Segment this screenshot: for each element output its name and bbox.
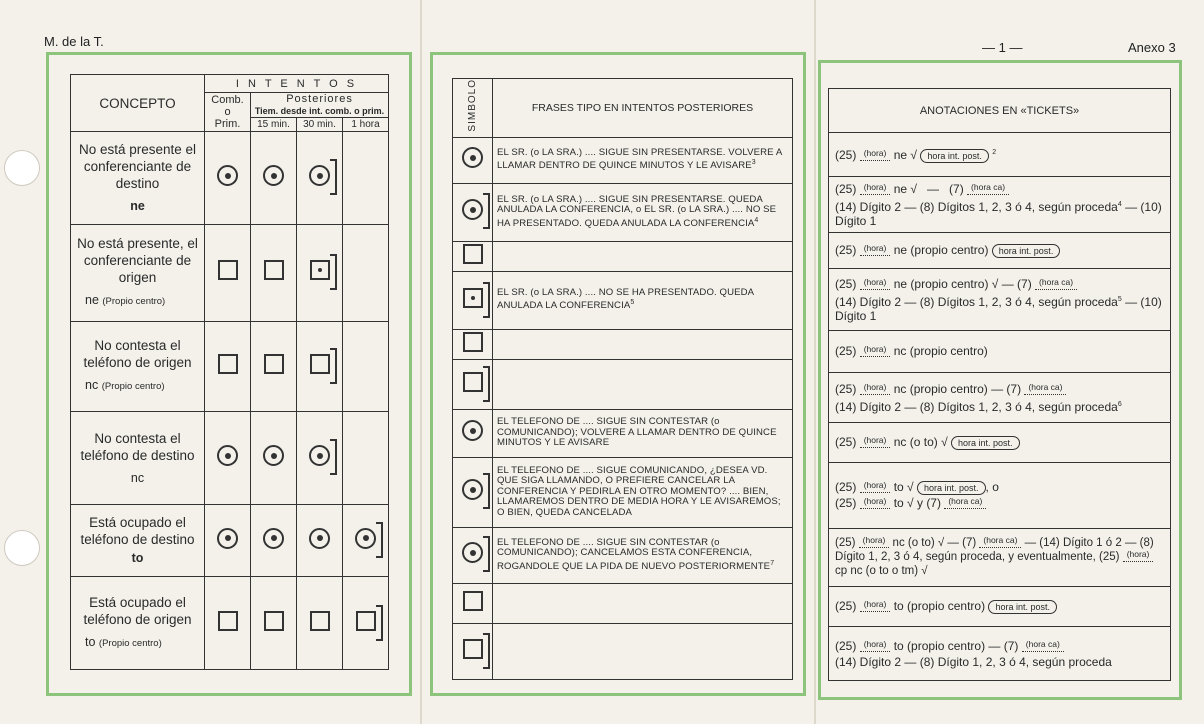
hora-int-post-badge: hora int. post. <box>920 149 989 163</box>
symbol-cell <box>205 132 251 225</box>
prim-label: Prim. <box>214 118 241 131</box>
table-row <box>829 529 1171 587</box>
symbol-cell <box>205 224 251 321</box>
table-row <box>71 132 389 225</box>
square-icon <box>463 591 483 611</box>
anexo-label: Anexo 3 <box>1128 40 1176 55</box>
table-row <box>71 577 389 670</box>
frase-text: EL SR. (o LA SRA.) .... SIGUE SIN PRESENTARSE. QUEDA ANULADA LA CONFERENCIA, o EL SR. (o LA SRA.) .... NO SE HA PRESENTADO. QUEDA ANULADA LA CONFERENCIA <box>497 193 777 229</box>
footnote-ref: 5 <box>630 299 635 307</box>
square-icon <box>264 260 284 280</box>
concepto-code: nc <box>130 470 145 485</box>
hora-field: (hora) <box>860 637 891 652</box>
anotacion-text: (14) Dígito 2 — (8) Dígitos 1, 2, 3 ó 4, según proceda <box>835 199 1118 214</box>
symbol-cell <box>343 504 389 576</box>
square-icon <box>264 611 284 631</box>
frase-cell <box>493 329 793 359</box>
field-num: (25) <box>835 181 857 196</box>
symbol-cell <box>251 132 297 225</box>
anotacion-text: — (10) Dígito 1 <box>835 294 1162 323</box>
anotacion-text: to √ y (7) <box>893 495 941 510</box>
intentos-header: I N T E N T O S <box>205 75 389 93</box>
concepto-text: Está ocupado el teléfono de destino <box>80 515 195 548</box>
col-15min: 15 min. <box>251 118 297 132</box>
hora-int-post-badge: hora int. post. <box>917 481 986 495</box>
concepto-cell <box>71 504 205 576</box>
concepto-note: (Propio centro) <box>101 381 165 393</box>
footnote-ref: 6 <box>1117 400 1122 408</box>
symbol-cell <box>297 577 343 670</box>
square-bracket-icon <box>463 372 483 392</box>
frase-cell <box>493 457 793 527</box>
hora-ca-field: (hora ca) <box>944 494 986 509</box>
anotacion-text: ne √ <box>893 181 917 196</box>
symbol-cell <box>297 412 343 505</box>
symbol-cell <box>297 321 343 412</box>
anotacion-text: , o <box>985 479 999 494</box>
hora-field: (hora) <box>1123 548 1154 562</box>
anotacion-text: (14) Dígito 2 — (8) Dígitos 1, 2, 3 ó 4, según proceda <box>835 294 1118 309</box>
concepto-code: ne <box>85 293 99 308</box>
square-bracket-icon <box>463 639 483 659</box>
field-num: (25) <box>835 479 857 494</box>
symbol-cell <box>297 132 343 225</box>
circle-dot-bracket-icon <box>309 165 330 186</box>
hora-field: (hora) <box>859 534 890 548</box>
frase-text: EL SR. (o LA SRA.) .... SIGUE SIN PRESENTARSE. VOLVERE A LLAMAR DENTRO DE QUINCE MINUTOS Y LE AVISARE <box>497 146 782 172</box>
table-row <box>829 233 1171 269</box>
table-row <box>71 321 389 412</box>
concepto-cell <box>71 577 205 670</box>
table-row <box>829 269 1171 331</box>
circle-dot-icon <box>263 528 284 549</box>
square-bracket-icon <box>310 354 330 374</box>
hora-field: (hora) <box>860 275 891 290</box>
symbol-cell <box>297 504 343 576</box>
table-row <box>453 241 793 271</box>
field-num: (25) <box>835 495 857 510</box>
table-row <box>453 359 793 409</box>
table-row <box>71 412 389 505</box>
anotacion-text: cp nc (o to o tm) √ <box>835 565 928 577</box>
anotacion-text: to √ <box>893 479 914 494</box>
anotacion-text: nc (o to) √ <box>893 434 948 449</box>
table-row <box>453 329 793 359</box>
table-row <box>453 457 793 527</box>
hora-ca-field: (hora ca) <box>1022 637 1064 652</box>
anotacion-text: nc (o to) √ — (7) <box>892 537 977 549</box>
anotacion-text: to (propio centro) — (7) <box>893 638 1019 653</box>
symbol-cell <box>343 577 389 670</box>
comb-label: Comb. <box>211 94 244 107</box>
hora-field: (hora) <box>860 146 891 161</box>
concepto-cell <box>71 132 205 225</box>
table-row <box>829 373 1171 423</box>
concepto-note: (Propio centro) <box>102 296 166 308</box>
field-num: (25) <box>835 147 857 162</box>
frase-text: EL TELEFONO DE .... SIGUE COMUNICANDO, ¿DESEA VD. QUE SIGA LLAMANDO, O PREFIERE CANCELAR LA CONFERENCIA Y PEDIRLA EN OTRO MOMENTO? .... BIEN, LLAMAREMOS DENTRO DE MEDIA HORA Y LE AVISAREMOS; O BIEN, QUEDA CANCELADA <box>497 464 781 518</box>
concepto-cell <box>71 412 205 505</box>
table-row <box>829 133 1171 177</box>
concepto-text: No está presente, el conferenciante de origen <box>77 236 198 286</box>
circle-dot-icon <box>217 165 238 186</box>
hora-field: (hora) <box>860 380 891 395</box>
table-row <box>453 583 793 623</box>
circle-dot-icon <box>462 147 483 168</box>
symbol-cell <box>251 412 297 505</box>
anotacion-text: (14) Dígito 2 — (8) Dígitos 1, 2, 3 ó 4, según proceda <box>835 399 1118 414</box>
symbol-cell <box>251 321 297 412</box>
table-row <box>453 137 793 183</box>
frase-cell <box>493 527 793 583</box>
footnote-ref: 7 <box>770 559 775 567</box>
frase-cell <box>493 241 793 271</box>
symbol-cell <box>297 224 343 321</box>
hora-field: (hora) <box>860 494 891 509</box>
circle-dot-icon <box>462 420 483 441</box>
anotacion-text: nc (propio centro) <box>893 343 988 358</box>
anotacion-text: (14) Dígito 2 — (8) Dígito 1, 2, 3 ó 4, según proceda <box>835 654 1112 669</box>
square-dot-bracket-icon <box>463 288 483 308</box>
punch-hole <box>4 530 40 566</box>
square-icon <box>463 332 483 352</box>
circle-dot-bracket-icon <box>462 479 483 500</box>
square-icon <box>310 611 330 631</box>
posteriores-label: Posteriores <box>286 93 353 106</box>
table-row <box>829 627 1171 681</box>
posteriores-header <box>251 93 389 118</box>
table-row <box>71 224 389 321</box>
symbol-cell <box>343 224 389 321</box>
col-30min: 30 min. <box>297 118 343 132</box>
frases-table <box>452 78 793 680</box>
symbol-cell <box>343 321 389 412</box>
field-num: (25) <box>835 434 857 449</box>
fold-line <box>420 0 422 724</box>
symbol-cell <box>343 132 389 225</box>
frase-text: EL TELEFONO DE .... SIGUE SIN CONTESTAR (o COMUNICANDO); CANCELAMOS ESTA CONFERENCIA, ROGANDOLE QUE LA PIDA DE NUEVO POSTERIORMENTE <box>497 536 771 572</box>
field-num: (25) <box>835 381 857 396</box>
hora-int-post-badge: hora int. post. <box>988 600 1057 614</box>
footnote-ref: 4 <box>754 216 759 224</box>
circle-dot-icon <box>217 528 238 549</box>
field-num: (25) <box>835 343 857 358</box>
hora-field: (hora) <box>860 433 891 448</box>
table-row <box>453 623 793 679</box>
concepto-text: No está presente el conferenciante de destino <box>78 142 197 192</box>
table-row <box>829 177 1171 233</box>
concepto-cell <box>71 224 205 321</box>
anotaciones-table <box>828 88 1171 681</box>
concepto-code: to <box>131 551 144 566</box>
square-icon <box>218 260 238 280</box>
table-row <box>453 271 793 329</box>
symbol-cell <box>343 412 389 505</box>
concepto-code: to <box>85 635 96 650</box>
field-num: (25) <box>835 598 857 613</box>
frase-cell <box>493 183 793 241</box>
circle-dot-icon <box>263 165 284 186</box>
table-row <box>829 331 1171 373</box>
circle-dot-bracket-icon <box>309 445 330 466</box>
frase-text: EL TELEFONO DE .... SIGUE SIN CONTESTAR (o COMUNICANDO); VOLVERE A LLAMAR DENTRO DE QUINCE MINUTOS Y LE AVISARE <box>497 416 777 449</box>
comb-prim-header <box>205 93 251 132</box>
simbolo-header <box>453 79 493 138</box>
hora-ca-field: (hora ca) <box>979 534 1021 548</box>
concepto-header: CONCEPTO <box>71 75 205 132</box>
hora-field: (hora) <box>860 241 891 256</box>
footnote-ref: 2 <box>992 148 997 156</box>
table-row <box>453 183 793 241</box>
concepto-cell <box>71 321 205 412</box>
symbol-cell <box>205 321 251 412</box>
circle-dot-bracket-icon <box>355 528 376 549</box>
hora-field: (hora) <box>860 180 891 195</box>
table-row <box>829 423 1171 463</box>
o-label: o <box>224 106 231 119</box>
concepto-note: (Propio centro) <box>98 638 162 650</box>
field-num: (25) <box>835 242 857 257</box>
footnote-ref: 5 <box>1117 295 1122 303</box>
concepto-text: No contesta el teléfono de destino <box>80 430 195 463</box>
table-row <box>453 409 793 457</box>
concepto-code: nc <box>85 378 99 393</box>
header-left: M. de la T. <box>44 34 104 49</box>
anotacion-text: ne √ <box>893 147 917 162</box>
hora-ca-field: (hora ca) <box>967 180 1009 195</box>
frase-cell <box>493 271 793 329</box>
footnote-ref: 3 <box>751 159 756 167</box>
circle-dot-icon <box>309 528 330 549</box>
concepto-text: Está ocupado el teléfono de origen <box>83 595 192 628</box>
frase-cell <box>493 409 793 457</box>
hora-field: (hora) <box>860 342 891 357</box>
dash: — <box>927 181 940 196</box>
field-num: (25) <box>835 638 857 653</box>
anotacion-text: — (10) Dígito 1 <box>835 199 1162 228</box>
fold-line <box>814 0 816 724</box>
frase-cell <box>493 583 793 623</box>
frase-text: EL SR. (o LA SRA.) .... NO SE HA PRESENTADO. QUEDA ANULADA LA CONFERENCIA <box>497 286 754 312</box>
hora-ca-field: (hora ca) <box>1024 380 1066 395</box>
table-row <box>453 527 793 583</box>
symbol-cell <box>251 577 297 670</box>
square-icon <box>218 354 238 374</box>
frase-cell <box>493 623 793 679</box>
field-num: (25) <box>835 276 857 291</box>
symbol-cell <box>205 504 251 576</box>
symbol-cell <box>205 412 251 505</box>
footnote-ref: 4 <box>1117 200 1122 208</box>
concepto-text: No contesta el teléfono de origen <box>83 338 192 371</box>
square-icon <box>264 354 284 374</box>
field-num: (25) <box>835 537 856 549</box>
hora-field: (hora) <box>860 478 891 493</box>
anotacion-text: ne (propio centro) <box>893 242 989 257</box>
square-icon <box>218 611 238 631</box>
hora-field: (hora) <box>860 597 891 612</box>
frase-cell <box>493 137 793 183</box>
circle-dot-bracket-icon <box>462 199 483 220</box>
symbol-cell <box>205 577 251 670</box>
circle-dot-bracket-icon <box>462 542 483 563</box>
table-row <box>71 504 389 576</box>
page-number: — 1 — <box>982 40 1023 55</box>
table-row <box>829 587 1171 627</box>
anotacion-text: — (14) Dígito 1 ó 2 — (8) Dígito 1, 2, 3 ó 4, según proceda, y eventualmente, (25) <box>835 537 1154 563</box>
field-num: (7) <box>949 181 964 196</box>
frases-header: FRASES TIPO EN INTENTOS POSTERIORES <box>493 79 793 138</box>
anotacion-text: ne (propio centro) √ — (7) <box>893 276 1032 291</box>
table-row <box>829 463 1171 529</box>
hora-int-post-badge: hora int. post. <box>992 244 1061 258</box>
tiem-label: Tiem. desde int. comb. o prim. <box>254 106 385 117</box>
intentos-table <box>70 74 389 670</box>
anotacion-text: nc (propio centro) — (7) <box>893 381 1022 396</box>
anotaciones-header: ANOTACIONES EN «TICKETS» <box>829 89 1171 133</box>
punch-hole <box>4 150 40 186</box>
symbol-cell <box>251 224 297 321</box>
concepto-code: ne <box>130 199 145 214</box>
square-bracket-icon <box>356 611 376 631</box>
circle-dot-icon <box>217 445 238 466</box>
square-icon <box>463 244 483 264</box>
simbolo-label: SIMBOLO <box>467 79 478 132</box>
circle-dot-icon <box>263 445 284 466</box>
symbol-cell <box>251 504 297 576</box>
anotacion-text: to (propio centro) <box>893 598 986 613</box>
frase-cell <box>493 359 793 409</box>
col-1hora: 1 hora <box>343 118 389 132</box>
hora-int-post-badge: hora int. post. <box>951 436 1020 450</box>
hora-ca-field: (hora ca) <box>1035 275 1077 290</box>
square-dot-bracket-icon <box>310 260 330 280</box>
